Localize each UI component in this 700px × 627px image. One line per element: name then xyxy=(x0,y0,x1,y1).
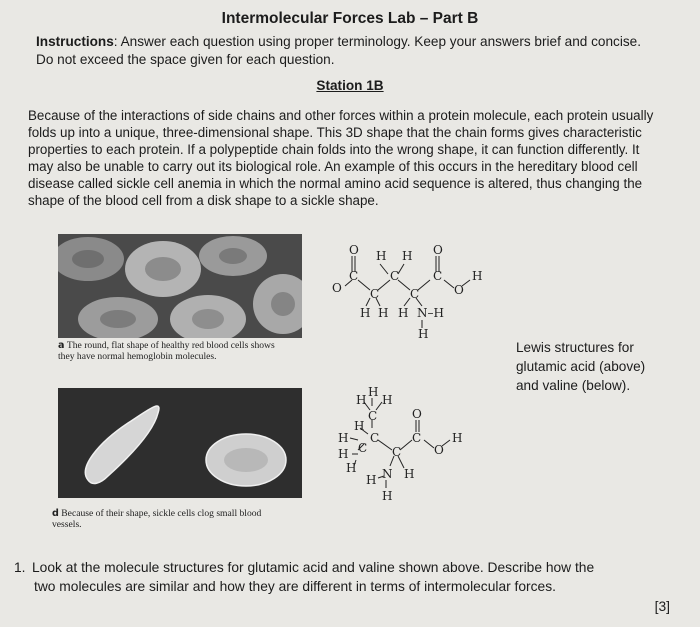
glutamic-acid-diagram xyxy=(330,242,500,342)
valine-diagram xyxy=(330,380,480,505)
glu-atom-o: O xyxy=(454,283,464,297)
glu-atom-o: O xyxy=(433,243,443,257)
val-atom-h: H xyxy=(366,473,377,487)
val-atom-o: O xyxy=(434,443,444,457)
glu-atom-h: H xyxy=(418,327,429,341)
val-atom-h: H xyxy=(346,461,357,475)
glu-atom-h: H xyxy=(378,306,389,320)
station-heading xyxy=(0,78,700,93)
glu-atom-h: H xyxy=(472,269,483,283)
intro-paragraph: Because of the interactions of side chains and other forces within a protein molecule, each protein usually folds up into a unique, three-dimensional shape. This 3D shape that the chain forms gives characteristic properties to each protein. If a polypeptide chain folds into the wrong shape, it can function differently. It may also be unable to carry out its biological role. An example of this occurs in the hereditary blood cell disease called sickle cell anemia in which the normal amino acid sequence is altered, thus changing the shape of the blood cell from a disk shape to a sickle shape. xyxy=(28,108,654,208)
glu-atom-c: C xyxy=(390,269,400,283)
glu-atom-c: C xyxy=(433,269,443,283)
glu-atom-h: H xyxy=(398,306,409,320)
top-caption-letter: a xyxy=(58,340,65,351)
glu-atom-o: O xyxy=(349,243,359,257)
instructions-text: : Answer each question using proper terminology. Keep your answers brief and concise. Do not exceed the space given for each question. xyxy=(36,34,641,67)
glu-atom-h: H xyxy=(376,249,387,263)
val-atom-h: H xyxy=(452,431,463,445)
valine-structure xyxy=(330,380,480,505)
val-atom-c: C xyxy=(358,441,368,455)
instructions xyxy=(36,33,661,69)
sickle-cells-photo xyxy=(58,388,302,498)
bottom-caption-letter: d xyxy=(52,508,59,519)
val-atom-h: H xyxy=(368,385,379,399)
glu-atom-c: C xyxy=(410,287,420,301)
question-1 xyxy=(14,558,674,596)
glu-atom-c: C xyxy=(349,269,359,283)
val-atom-c: C xyxy=(370,431,380,445)
question-number: 1. xyxy=(14,560,26,575)
val-atom-h: H xyxy=(382,393,393,407)
bottom-photo-caption xyxy=(52,509,292,530)
question-line-2: two molecules are similar and how they are different in terms of intermolecular forces. xyxy=(34,579,556,594)
top-caption-text: The round, flat shape of healthy red blood cells shows they have normal hemoglobin molecules. xyxy=(58,340,275,362)
val-atom-h: H xyxy=(354,419,365,433)
val-atom-h: H xyxy=(338,431,349,445)
healthy-cells-photo xyxy=(58,234,302,338)
val-atom-c: C xyxy=(392,445,402,459)
glu-atom-nh: N–H xyxy=(417,306,444,320)
top-photo-caption xyxy=(58,341,293,362)
station-label: Station 1B xyxy=(316,78,384,93)
val-atom-o: O xyxy=(412,407,422,421)
val-atom-h: H xyxy=(338,447,349,461)
val-atom-h: H xyxy=(356,393,367,407)
instructions-label: Instructions xyxy=(36,34,114,49)
val-atom-h: H xyxy=(382,489,393,503)
glu-atom-h: H xyxy=(402,249,413,263)
val-atom-h: H xyxy=(404,467,415,481)
glu-atom-c: C xyxy=(370,287,380,301)
glu-atom-h: H xyxy=(360,306,371,320)
glutamic-acid-structure xyxy=(330,242,500,342)
question-line-1: Look at the molecule structures for glutamic acid and valine shown above. Describe how the xyxy=(32,560,595,575)
val-atom-c: C xyxy=(368,409,378,423)
glu-atom-o: O xyxy=(332,281,342,295)
page-title: Intermolecular Forces Lab – Part B xyxy=(221,10,479,27)
bottom-caption-text: Because of their shape, sickle cells clog small blood vessels. xyxy=(52,508,262,530)
sickle-cells-image xyxy=(58,388,302,498)
lewis-structures-label: Lewis structures for glutamic acid (above) and valine (below). xyxy=(516,340,646,393)
val-atom-n: N xyxy=(382,467,393,481)
healthy-cells-image xyxy=(58,234,302,338)
question-marks: [3] xyxy=(654,599,670,614)
val-atom-c: C xyxy=(412,431,422,445)
